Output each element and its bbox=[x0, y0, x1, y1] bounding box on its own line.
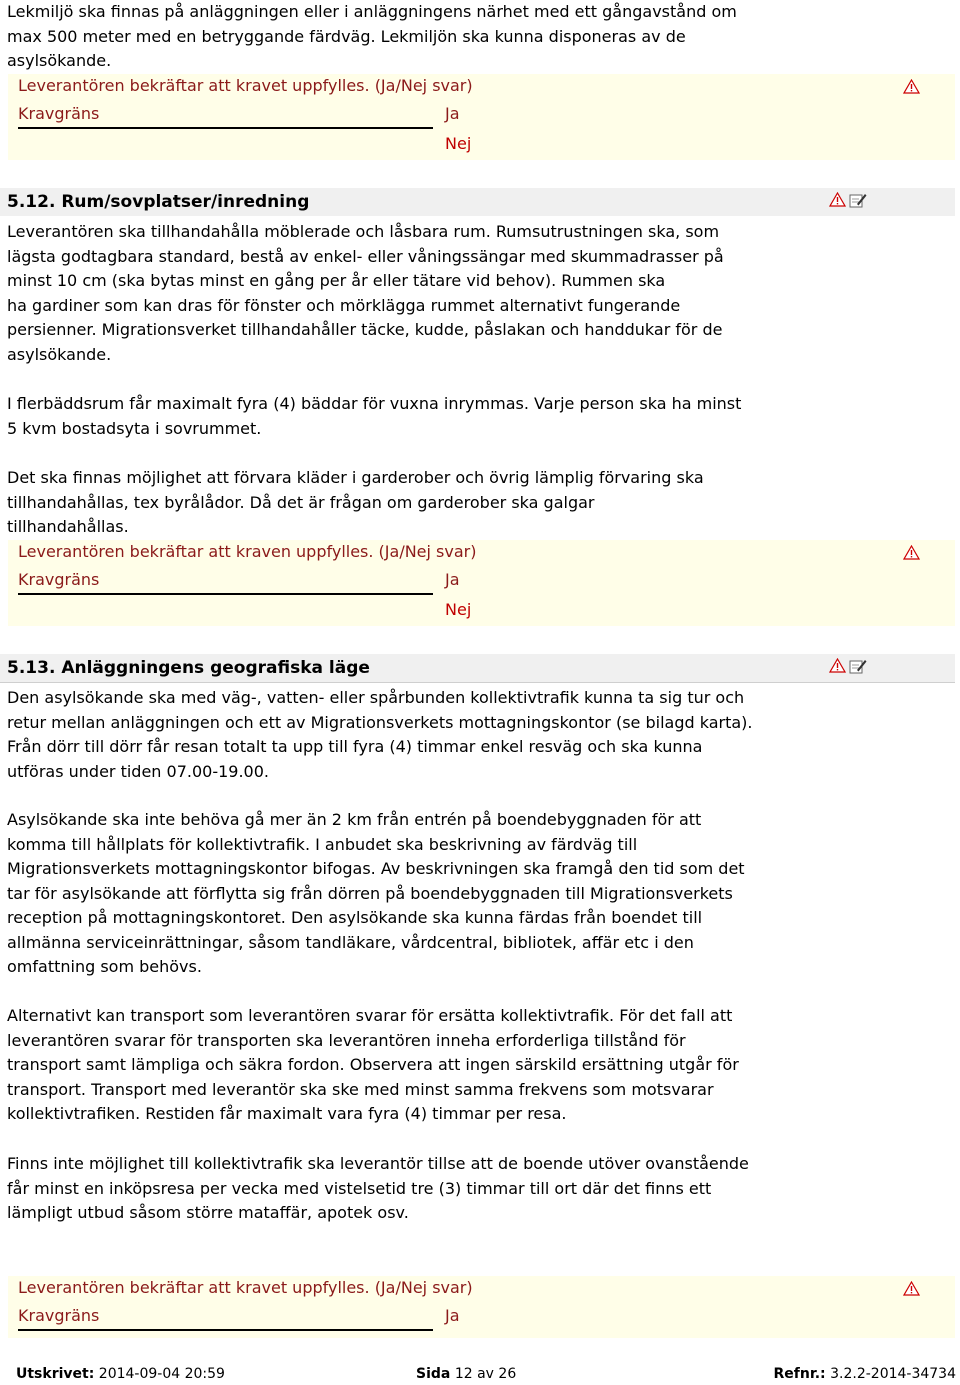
reference-number bbox=[773, 1366, 956, 1382]
text-line: Det ska finnas möjlighet att förvara kläder i garderober och övrig lämplig förvaring ska bbox=[7, 468, 704, 487]
section-paragraph bbox=[7, 220, 807, 367]
section-header bbox=[0, 654, 955, 682]
answer-box bbox=[8, 540, 955, 626]
text-line: Leverantören ska tillhandahålla möblerade och låsbara rum. Rumsutrustningen ska, som bbox=[7, 222, 720, 241]
answer-box bbox=[8, 1276, 955, 1338]
text-line: max 500 meter med en betryggande färdväg. Lekmiljön ska kunna disponeras av de bbox=[7, 26, 686, 46]
edit-icon bbox=[849, 658, 867, 674]
text-line: utföras under tiden 07.00-19.00. bbox=[7, 761, 269, 781]
page-current: 12 bbox=[454, 1366, 473, 1382]
section-paragraph bbox=[7, 686, 807, 784]
kravgrans-label: Kravgräns bbox=[18, 1306, 100, 1325]
text-line: 5 kvm bostadsyta i sovrummet. bbox=[7, 418, 262, 438]
section-divider bbox=[0, 682, 955, 683]
text-line: minst 10 cm (ska bytas minst en gång per år eller tätare vid behov). Rummen ska bbox=[7, 271, 666, 290]
warning-icon bbox=[903, 545, 920, 564]
section-paragraph bbox=[7, 808, 807, 980]
printed-value: 2014-09-04 20:59 bbox=[98, 1366, 225, 1382]
answer-option-nej[interactable]: Nej bbox=[445, 134, 472, 153]
text-line: kollektivtrafiken. Restiden får maximalt vara fyra (4) timmar per resa. bbox=[7, 1104, 567, 1123]
text-line: I flerbäddsrum får maximalt fyra (4) bäddar för vuxna inrymmas. Varje person ska ha minst bbox=[7, 394, 742, 413]
kravgrans-label: Kravgräns bbox=[18, 104, 100, 123]
text-line: komma till hållplats för kollektivtrafik. I anbudet ska beskrivning av färdväg till bbox=[7, 834, 638, 854]
text-line: asylsökande. bbox=[7, 51, 112, 70]
text-line: Alternativt kan transport som leverantören svarar för ersätta kollektivtrafik. För det fall att bbox=[7, 1006, 733, 1025]
page-number bbox=[416, 1366, 516, 1382]
text-line: Den asylsökande ska med väg-, vatten- eller spårbunden kollektivtrafik kunna ta sig tur och bbox=[7, 688, 745, 707]
text-line: transport. Transport med leverantör ska ske med minst samma frekvens som motsvarar bbox=[7, 1079, 714, 1099]
text-line: tar för asylsökande att förflytta sig från dörren på boendebyggnaden till Migrationsverkets bbox=[7, 883, 733, 903]
divider-line bbox=[18, 127, 433, 129]
text-line: Migrationsverkets mottagningskontor bifogas. Av beskrivningen ska framgå den tid som det bbox=[7, 859, 745, 878]
warning-icon bbox=[829, 192, 846, 207]
text-line: Lekmiljö ska finnas på anläggningen eller i anläggningens närhet med ett gångavstånd om bbox=[7, 2, 737, 21]
section-paragraph bbox=[7, 1152, 807, 1226]
page-label: Sida bbox=[416, 1366, 451, 1382]
text-line: asylsökande. bbox=[7, 344, 112, 364]
warning-icon bbox=[903, 1281, 920, 1300]
answer-option-ja[interactable]: Ja bbox=[445, 570, 460, 589]
warning-icon bbox=[903, 79, 920, 98]
text-line: omfattning som behövs. bbox=[7, 957, 202, 976]
page-of: av bbox=[477, 1366, 494, 1382]
section-paragraph bbox=[7, 1004, 807, 1127]
section-paragraph bbox=[7, 466, 807, 540]
text-line: lägsta godtagbara standard, bestå av enkel- eller våningssängar med skummadrasser på bbox=[7, 246, 724, 266]
text-line: leverantören svarar för transporten ska leverantören inneha erforderliga tillstånd för bbox=[7, 1030, 686, 1050]
text-line: får minst en inköpsresa per vecka med vistelsetid tre (3) timmar till ort där det finns ett bbox=[7, 1178, 712, 1198]
section-title: 5.13. Anläggningens geografiska läge bbox=[7, 658, 370, 678]
section-icons bbox=[829, 658, 867, 674]
intro-paragraph bbox=[7, 0, 807, 74]
text-line: lämpligt utbud såsom större mataffär, apotek osv. bbox=[7, 1203, 409, 1222]
ref-label: Refnr.: bbox=[773, 1366, 826, 1382]
printed-label: Utskrivet: bbox=[16, 1366, 95, 1382]
answer-box bbox=[8, 74, 955, 160]
question-text: Leverantören bekräftar att kraven uppfylles. (Ja/Nej svar) bbox=[18, 542, 477, 561]
edit-icon bbox=[849, 192, 867, 208]
section-icons bbox=[829, 192, 867, 208]
divider-line bbox=[18, 1329, 433, 1331]
text-line: allmänna serviceinrättningar, såsom tandläkare, vårdcentral, bibliotek, affär etc i den bbox=[7, 932, 694, 952]
ref-value: 3.2.2-2014-34734 bbox=[830, 1366, 956, 1382]
answer-option-ja[interactable]: Ja bbox=[445, 1306, 460, 1325]
question-text: Leverantören bekräftar att kravet uppfylles. (Ja/Nej svar) bbox=[18, 1278, 473, 1297]
answer-option-ja[interactable]: Ja bbox=[445, 104, 460, 123]
warning-icon bbox=[829, 658, 846, 673]
text-line: transport samt lämpliga och säkra fordon. Observera att ingen särskild ersättning utgår för bbox=[7, 1055, 739, 1074]
text-line: Finns inte möjlighet till kollektivtrafik ska leverantör tillse att de boende utöver ovanstående bbox=[7, 1154, 749, 1173]
text-line: Från dörr till dörr får resan totalt ta upp till fyra (4) timmar enkel resväg och ska kunna bbox=[7, 737, 703, 756]
text-line: tillhandahållas. bbox=[7, 517, 129, 536]
printed-date bbox=[16, 1366, 225, 1382]
text-line: persienner. Migrationsverket tillhandahåller täcke, kudde, påslakan och handdukar för de bbox=[7, 320, 723, 339]
section-header bbox=[0, 188, 955, 216]
text-line: ha gardiner som kan dras för fönster och mörklägga rummet alternativt fungerande bbox=[7, 295, 681, 315]
text-line: reception på mottagningskontoret. Den asylsökande ska kunna färdas från boendet till bbox=[7, 908, 703, 927]
divider-line bbox=[18, 593, 433, 595]
section-paragraph bbox=[7, 392, 807, 441]
answer-option-nej[interactable]: Nej bbox=[445, 600, 472, 619]
text-line: retur mellan anläggningen och ett av Migrationsverkets mottagningskontor (se bilagd karta). bbox=[7, 712, 753, 732]
text-line: Asylsökande ska inte behöva gå mer än 2 km från entrén på boendebyggnaden för att bbox=[7, 810, 702, 829]
text-line: tillhandahållas, tex byrålådor. Då det är frågan om garderober ska galgar bbox=[7, 492, 595, 512]
kravgrans-label: Kravgräns bbox=[18, 570, 100, 589]
question-text: Leverantören bekräftar att kravet uppfylles. (Ja/Nej svar) bbox=[18, 76, 473, 95]
page-total: 26 bbox=[498, 1366, 517, 1382]
section-title: 5.12. Rum/sovplatser/inredning bbox=[7, 192, 310, 212]
